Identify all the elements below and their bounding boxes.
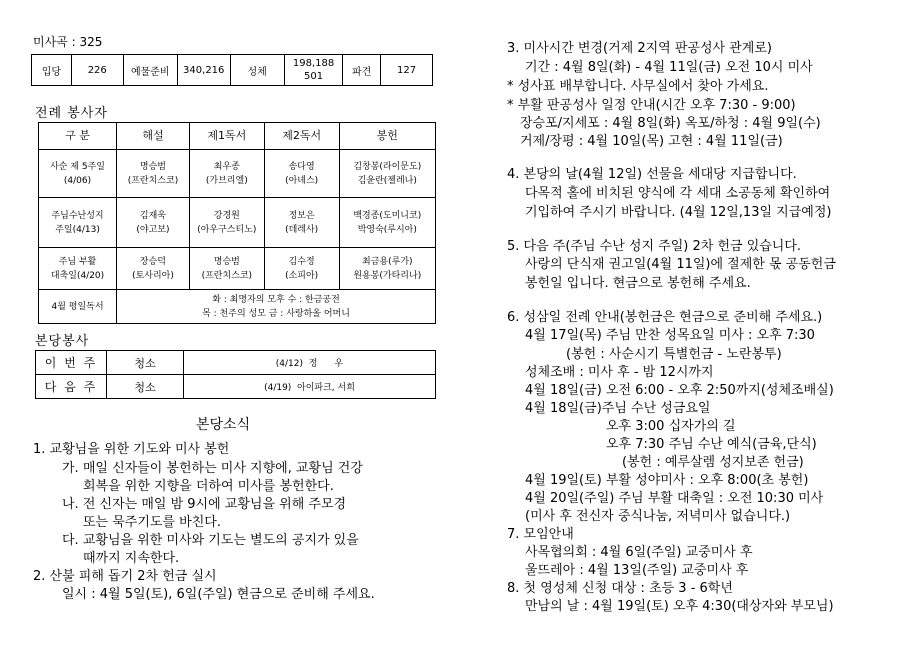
list-item: * 성사표 배부합니다. 사무실에서 찾아 가세요. bbox=[507, 79, 769, 94]
stat-value: 340,216 bbox=[177, 55, 230, 86]
list-item: 다. 교황님을 위한 미사와 기도는 별도의 공지가 있을 bbox=[62, 533, 359, 548]
list-item: (미사 후 전신자 중식나눔, 저녁미사 없습니다.) bbox=[525, 509, 791, 524]
list-item: 기입하여 주시기 바랍니다. (4월 12일,13일 지급예정) bbox=[525, 205, 832, 220]
list-item: 봉헌일 입니다. 현금으로 봉헌해 주세요. bbox=[525, 276, 751, 291]
section-title-liturgy: 전례 봉사자 bbox=[35, 106, 108, 121]
col-header: 제2독서 bbox=[264, 123, 339, 150]
list-item: 만남의 날 : 4월 19일(토) 오후 4:30(대상자와 부모님) bbox=[525, 599, 834, 614]
news-title: 본당소식 bbox=[196, 417, 251, 433]
table-cell: 강경원 (아우구스티노) bbox=[189, 198, 264, 248]
table-cell: 최금용(루가) 원용봉(가타리나) bbox=[339, 248, 435, 290]
list-item: 5. 다음 주(주님 수난 성지 주일) 2차 헌금 있습니다. bbox=[507, 239, 802, 254]
list-item: 울뜨레아 : 4월 13일(주일) 교중미사 후 bbox=[525, 563, 749, 578]
section-title-service: 본당봉사 bbox=[35, 334, 90, 349]
list-item: (봉헌 : 예루살렘 성지보존 헌금) bbox=[622, 455, 804, 470]
list-item: 4월 18일(금)주님 수난 성금요일 bbox=[525, 401, 711, 416]
list-item: 또는 묵주기도를 바친다. bbox=[83, 515, 221, 530]
list-item: 나. 전 신자는 매일 밤 9시에 교황님을 위해 주모경 bbox=[62, 497, 347, 512]
col-header: 해설 bbox=[117, 123, 190, 150]
table-cell: 장승덕 (토사리아) bbox=[117, 248, 190, 290]
liturgy-table bbox=[38, 122, 436, 324]
stat-value: 226 bbox=[71, 55, 123, 86]
stat-label: 파견 bbox=[343, 55, 381, 86]
list-item: 거제/장평 : 4월 10일(목) 고현 : 4월 11일(금) bbox=[520, 134, 783, 149]
stat-label: 예물준비 bbox=[123, 55, 177, 86]
service-detail: (4/12) 정 우 bbox=[184, 351, 436, 375]
list-item: 4월 18일(금) 오전 6:00 - 오후 2:50까지(성체조배실) bbox=[525, 383, 834, 398]
table-cell: 명승범 (프란치스코) bbox=[189, 248, 264, 290]
col-header: 봉헌 bbox=[339, 123, 435, 150]
list-item: 사랑의 단식재 권고일(4월 11일)에 절제한 몫 공동헌금 bbox=[525, 257, 836, 272]
list-item: 때까지 지속한다. bbox=[83, 551, 180, 566]
col-header: 구 분 bbox=[39, 123, 117, 150]
list-item: 4. 본당의 날(4월 12일) 선물을 세대당 지급합니다. bbox=[507, 167, 797, 182]
list-item: 오후 7:30 주님 수난 예식(금육,단식) bbox=[606, 437, 817, 452]
table-cell: 김창봉(라이문도) 김윤란(젤레나) bbox=[339, 150, 435, 198]
service-week: 다 음 주 bbox=[36, 375, 107, 399]
table-cell: 송다영 (아녜스) bbox=[264, 150, 339, 198]
list-item: 장승포/지세포 : 4월 8일(화) 옥포/하청 : 4월 9일(수) bbox=[520, 116, 821, 131]
list-item: 8. 첫 영성체 신청 대상 : 초등 3 - 6학년 bbox=[507, 581, 733, 596]
weekday-readings: 화 : 최명자의 모후 수 : 한금공전 목 : 천주의 성모 금 : 사랑하올 어머니 bbox=[117, 290, 436, 324]
table-cell: 주님수난성지 주일(4/13) bbox=[39, 198, 117, 248]
service-task: 청소 bbox=[107, 351, 184, 375]
list-item: 회복을 위한 지향을 더하여 미사를 봉헌한다. bbox=[83, 479, 334, 494]
stat-value: 127 bbox=[381, 55, 433, 86]
table-cell: 주님 부활 대축일(4/20) bbox=[39, 248, 117, 290]
list-item: 4월 19일(토) 부활 성야미사 : 오후 8:00(초 봉헌) bbox=[525, 473, 809, 488]
list-item: 사목협의회 : 4월 6일(주일) 교중미사 후 bbox=[525, 545, 753, 560]
stat-label: 입당 bbox=[32, 55, 72, 86]
mass-count: 미사곡 : 325 bbox=[33, 35, 103, 49]
list-item: 가. 매일 신자들이 봉헌하는 미사 지향에, 교황님 건강 bbox=[62, 461, 363, 476]
list-item: (봉헌 : 사순시기 특별헌금 - 노란봉투) bbox=[566, 347, 782, 362]
stat-label: 성체 bbox=[230, 55, 284, 86]
table-cell: 김재욱 (야고보) bbox=[117, 198, 190, 248]
list-item: 오후 3:00 십자가의 길 bbox=[606, 419, 736, 434]
list-item: 다목적 홀에 비치된 양식에 각 세대 소공동체 확인하여 bbox=[525, 186, 831, 201]
service-detail: (4/19) 아이파크, 서희 bbox=[184, 375, 436, 399]
col-header: 제1독서 bbox=[189, 123, 264, 150]
table-cell: 최우종 (가브리엘) bbox=[189, 150, 264, 198]
table-cell: 김수정 (소피아) bbox=[264, 248, 339, 290]
list-item: 2. 산불 피해 돕기 2차 헌금 실시 bbox=[33, 569, 217, 584]
list-item: 성체조배 : 미사 후 - 밤 12시까지 bbox=[525, 365, 714, 380]
list-item: * 부활 판공성사 일정 안내(시간 오후 7:30 - 9:00) bbox=[507, 98, 796, 113]
list-item: 일시 : 4월 5일(토), 6일(주일) 현금으로 준비해 주세요. bbox=[62, 587, 375, 602]
list-item: 6. 성삼일 전례 안내(봉헌금은 현금으로 준비해 주세요.) bbox=[507, 310, 823, 325]
list-item: 3. 미사시간 변경(거제 2지역 판공성사 관계로) bbox=[507, 41, 772, 56]
service-task: 청소 bbox=[107, 375, 184, 399]
service-week: 이 번 주 bbox=[36, 351, 107, 375]
stat-value: 198,188 501 bbox=[284, 55, 342, 86]
weekday-label: 4월 평일독서 bbox=[39, 290, 117, 324]
stats-table bbox=[31, 54, 433, 86]
list-item: 4월 17일(목) 주님 만찬 성목요일 미사 : 오후 7:30 bbox=[525, 328, 815, 343]
list-item: 7. 모임안내 bbox=[507, 527, 574, 542]
list-item: 1. 교황님을 위한 기도와 미사 봉헌 bbox=[33, 442, 230, 457]
table-cell: 사순 제 5주일 (4/06) bbox=[39, 150, 117, 198]
list-item: 기간 : 4월 8일(화) - 4월 11일(금) 오전 10시 미사 bbox=[525, 60, 813, 75]
table-cell: 백경종(도미니코) 박영숙(루시아) bbox=[339, 198, 435, 248]
list-item: 4월 20일(주일) 주님 부활 대축일 : 오전 10:30 미사 bbox=[525, 491, 824, 506]
table-cell: 정보은 (데레사) bbox=[264, 198, 339, 248]
table-cell: 명승범 (프란치스코) bbox=[117, 150, 190, 198]
service-table bbox=[35, 350, 436, 399]
